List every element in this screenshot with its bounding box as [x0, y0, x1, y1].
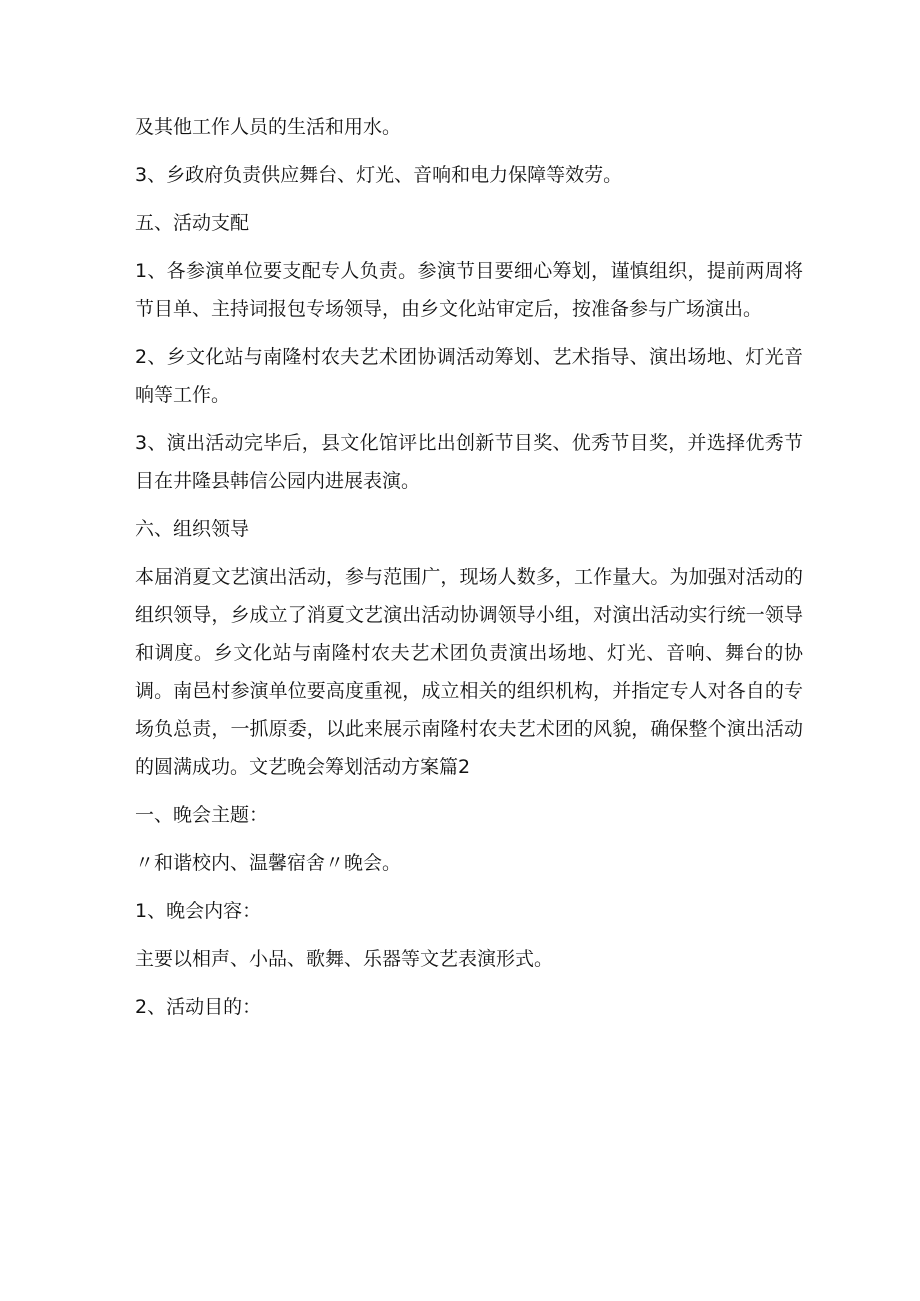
- paragraph-5: 2、乡文化站与南隆村农夫艺术团协调活动筹划、艺术指导、演出场地、灯光音响等工作。: [135, 346, 803, 406]
- paragraph-1: 及其他工作人员的生活和用水。: [135, 116, 402, 138]
- paragraph-8: 本届消夏文艺演出活动，参与范围广，现场人数多，工作量大。为加强对活动的组织领导，乡成立了消夏文艺演出活动协调领导小组，对演出活动实行统一领导和调度。乡文化站与南隆村农夫艺术团负责演出场地、灯光、音响、舞台的协调。南邑村参演单位要高度重视，成立相关的组织机构，并指定专人对各自的专场负总责，一抓原委，以此来展示南隆村农夫艺术团的风貌，确保整个演出活动的圆满成功。文艺晚会筹划活动方案篇2: [135, 566, 803, 778]
- section-heading-purpose: 2、活动目的：: [135, 996, 262, 1018]
- paragraph-4: 1、各参演单位要支配专人负责。参演节目要细心筹划，谨慎组织，提前两周将节目单、主持词报包专场领导，由乡文化站审定后，按准备参与广场演出。: [135, 260, 803, 320]
- paragraph-6: 3、演出活动完毕后，县文化馆评比出创新节目奖、优秀节目奖，并选择优秀节目在井隆县韩信公园内进展表演。: [135, 432, 803, 492]
- section-heading-content: 1、晚会内容：: [135, 900, 262, 922]
- paragraph-12: 主要以相声、小品、歌舞、乐器等文艺表演形式。: [135, 948, 554, 970]
- paragraph-10: 〃和谐校内、温馨宿舍〃晚会。: [135, 852, 402, 874]
- section-heading-5: 五、活动支配: [135, 212, 250, 234]
- paragraph-2: 3、乡政府负责供应舞台、灯光、音响和电力保障等效劳。: [135, 164, 623, 186]
- document-body: [135, 108, 803, 1036]
- section-heading-theme: 一、晚会主题：: [135, 804, 269, 826]
- section-heading-6: 六、组织领导: [135, 518, 250, 540]
